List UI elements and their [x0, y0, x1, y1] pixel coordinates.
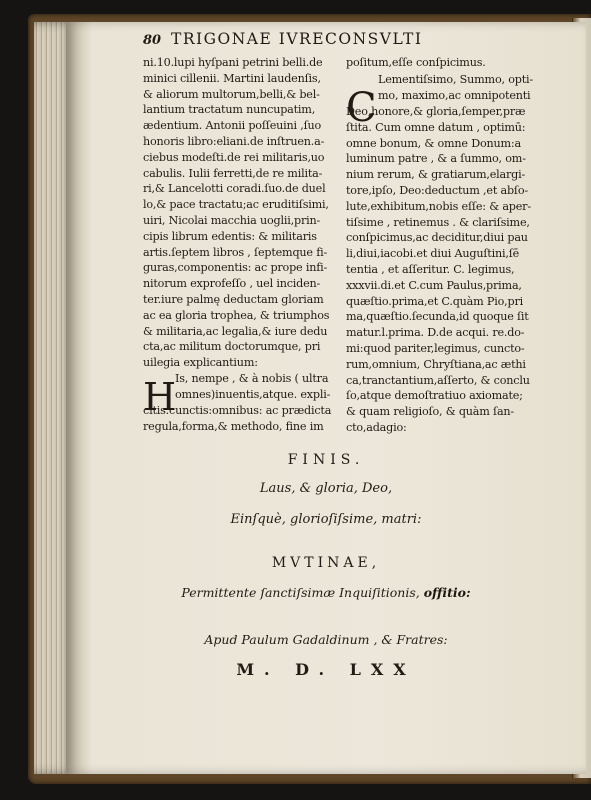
text-line: ca,tranctantium,aſſerto, & conclu [346, 373, 530, 387]
text-line: nitorum exprofeſſo , uel inciden- [143, 277, 321, 291]
dedication-line: Einſquè, glorioſiſsime, matri: [230, 512, 422, 527]
text-line: ſo,atque demoſtratiuo axiomate; [346, 389, 523, 403]
text-line: & militaria,ac legalia,& iure dedu [143, 324, 328, 338]
text-line: rum,omnium, Chryſtiana,ac æthi [346, 357, 526, 371]
text-line: conſpicimus,ac deciditur,diui pau [346, 231, 528, 245]
text-line: citis.cunctis:omnibus: ac prædicta [143, 404, 332, 417]
text-line: cto,adagio: [346, 420, 407, 434]
text-line: cipis librum edentis: & militaris [143, 229, 317, 243]
page-number: 80 [143, 33, 162, 48]
permission-text: Permittente ſanctiſsimæ Inquiſitionis, [181, 585, 420, 600]
text-line: lute,exhibitum,nobis eſſe: & aper- [346, 199, 531, 213]
text-line: mo, maximo,ac omnipotenti [378, 88, 531, 102]
drop-cap-h: H [143, 375, 177, 419]
text-line: ſtita. Cum omne datum , optimū: [346, 120, 526, 134]
text-line: & aliorum multorum,belli,& bel- [143, 87, 320, 101]
text-line: Lementiſsimo, Summo, opti- [378, 73, 533, 86]
text-line: ciebus modeſti.de rei militaris,uo [143, 150, 325, 164]
left-column [143, 55, 329, 371]
text-line: guras,componentis: ac prope infi- [143, 261, 328, 275]
text-line: nium rerum, & gratiarum,elargi- [346, 168, 526, 182]
text-line: quæſtio.prima,et C.quàm Pio,pri [346, 294, 523, 308]
text-line: Deo,honore,& gloria,ſemper,præ [346, 105, 526, 118]
text-line: minici cillenii. Martini laudenſis, [143, 71, 321, 85]
text-line: artis.ſeptem libros , ſeptemque fi- [143, 245, 328, 259]
running-head: TRIGONAE IVRECONSVLTI [171, 30, 423, 48]
text-line: ter.iure palmę deductam gloriam [143, 292, 324, 306]
text-line: uiri, Nicolai macchia uoglii,prin- [143, 213, 321, 227]
right-column-para-indented [378, 72, 533, 104]
printer-line: Apud Paulum Gadaldinum , & Fratres: [204, 632, 448, 647]
text-line: ri,& Lancelotti coradi.ſuo.de duel [143, 182, 326, 196]
left-column-para2-first [175, 371, 330, 403]
text-line: & quam religioſo, & quàm ſan- [346, 405, 515, 419]
text-line: li,diui,iacobi.et diui Auguſtini,ſē [346, 247, 520, 261]
text-line: uilegia explicantium: [143, 356, 258, 370]
finis-heading: FINIS. [287, 452, 365, 468]
text-line: matur.l.prima. D.de acqui. re.do- [346, 326, 525, 340]
permission-line [66, 585, 586, 600]
text-line: Is, nempe , & à nobis ( ultra [175, 372, 329, 385]
text-line: honoris libro:eliani.de inſtruen.a- [143, 134, 325, 148]
imprint-year: M. D. LXX [236, 660, 416, 679]
right-column-first-line: poſitum,eſſe conſpicimus. [346, 56, 486, 69]
text-line: tentia , et aſſeritur. C. legimus, [346, 262, 515, 276]
text-line: lantium tractatum nuncupatim, [143, 103, 316, 117]
left-column-para2-rest [143, 403, 331, 435]
text-line: omne bonum, & omne Donum:a [346, 136, 521, 150]
text-line: cta,ac militum doctorumque, pri [143, 340, 321, 354]
text-line: omnes)inuentis,atque. expli- [175, 387, 331, 401]
text-line: cabulis. Iulii ferretti,de re milita- [143, 166, 323, 180]
text-line: tiſsime , retinemus . & clariſsime, [346, 215, 530, 229]
text-line: ac ea gloria trophea, & triumphos [143, 308, 330, 322]
officio-word: offitio: [423, 585, 471, 600]
text-line: ma,quæſtio.ſecunda,id quoque ſit [346, 310, 529, 324]
text-line: ni.10.lupi hyſpani petrini belli.de [143, 56, 323, 69]
place-heading: MVTINAE, [271, 555, 381, 571]
text-line: lo,& pace tractatu;ac eruditiſsimi, [143, 198, 329, 212]
text-line: tore,ipſo, Deo:deductum ,et abſo- [346, 183, 528, 197]
text-line: xxxvii.di.et C.cum Paulus,prima, [346, 278, 522, 292]
text-line: mi:quod pariter,legimus, cuncto- [346, 341, 525, 355]
text-line: luminum patre , & a ſummo, om- [346, 152, 526, 166]
text-line: ædentium. Antonii poſſeuini ,ſuo [143, 119, 322, 133]
laus-line: Laus, & gloria, Deo, [259, 481, 393, 496]
text-line: regula,forma,& methodo, fine im [143, 419, 324, 433]
right-column-para [346, 104, 531, 436]
drop-cap-c: C [346, 85, 377, 131]
